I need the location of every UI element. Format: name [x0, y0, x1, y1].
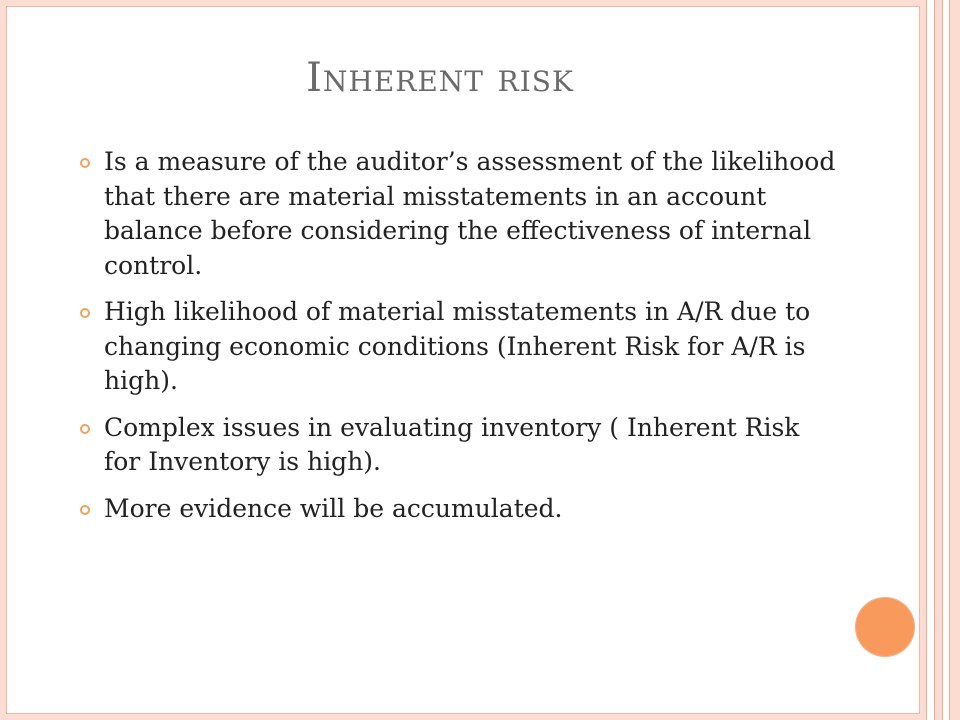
- bullet-item: [80, 295, 840, 399]
- ring-bullet-icon: [80, 308, 90, 318]
- bullet-text: Is a measure of the auditor’s assessment of the likelihood that there are material misstatements in an account balance before considering the effectiveness of internal control.: [104, 147, 836, 280]
- bullet-item: [80, 492, 840, 527]
- bullet-item: [80, 411, 840, 480]
- ring-bullet-icon: [80, 424, 90, 434]
- ring-bullet-icon: [80, 158, 90, 168]
- ring-bullet-icon: [80, 505, 90, 515]
- decorative-circle: [855, 597, 915, 657]
- slide-title: Inherent risk: [306, 55, 574, 101]
- decorative-side-bands: [920, 0, 960, 720]
- bullet-text: High likelihood of material misstatements in A/R due to changing economic conditions (Inherent Risk for A/R is high).: [104, 297, 811, 395]
- bullet-item: [80, 145, 840, 283]
- bullet-text: More evidence will be accumulated.: [104, 493, 563, 523]
- bullet-text: Complex issues in evaluating inventory ( Inherent Risk for Inventory is high).: [104, 412, 800, 476]
- bullet-list: [80, 145, 840, 538]
